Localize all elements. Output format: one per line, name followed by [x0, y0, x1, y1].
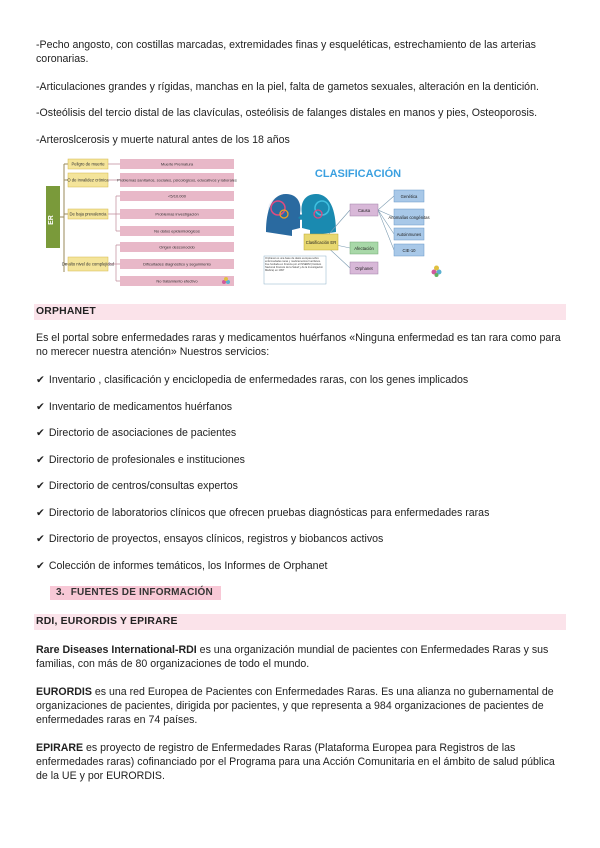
clasif-leaf: CIE-10	[402, 248, 416, 253]
bullet-text: -Arteroslcerosis y muerte natural antes de los 18 años	[36, 134, 290, 146]
clasif-leaf: Genética	[400, 194, 418, 199]
er-item: Origen desconocido	[159, 244, 195, 250]
er-diagram	[36, 156, 238, 290]
section-title: FUENTES DE INFORMACIÓN	[70, 587, 213, 598]
er-item: No datos epidemiológicos	[154, 228, 200, 234]
orphanet-heading: ORPHANET	[34, 304, 566, 320]
clasif-node: Causa	[357, 208, 371, 213]
er-item: Dificultades diagnóstico y seguimiento	[143, 261, 211, 267]
eurordis-paragraph: EURORDIS es una red Europea de Pacientes con Enfermedades Raras. Es una alianza no gubernamental de organizaciones de pacientes, dirigida por pacientes, y que representa a 984 organizaciones de pacientes de enfermedades raras en 74 países.	[36, 686, 554, 726]
heads-illustration-icon	[266, 194, 336, 236]
check-icon: ✔	[36, 374, 45, 386]
er-item: Muerte Prematura	[160, 161, 194, 167]
clasif-title: CLASIFICACIÓN	[314, 168, 402, 180]
er-group: De alto nivel de complejidad	[61, 261, 115, 267]
service-item: ✔ Directorio de asociaciones de pacientes	[36, 427, 237, 439]
bullet-text: -Pecho angosto, con costillas marcadas, extremidades finas y esqueléticas, estrechamiento de las arterias coronarias.	[36, 39, 536, 65]
er-item: Problemas investigación	[155, 211, 199, 217]
clasif-node: Afectación	[354, 246, 374, 251]
rdi-paragraph: Rare Diseases International-RDI es una organización mundial de pacientes con Enfermedades Raras y sus familias, con más de 80 organizaciones de todo el mundo.	[36, 644, 549, 670]
er-item: No tratamiento efectivo	[156, 278, 198, 284]
clasif-center: Clasificación ER	[305, 240, 337, 245]
er-item: <5/10.000	[168, 193, 186, 199]
service-item: ✔ Colección de informes temáticos, los Informes de Orphanet	[36, 560, 328, 572]
er-group: De baja prevalencia	[69, 211, 107, 217]
bullet-text: -Articulaciones grandes y rígidas, manchas en la piel, falta de gametos sexuales, alteración en la dentición.	[36, 81, 539, 93]
epirare-paragraph: EPIRARE es proyecto de registro de Enfermedades Raras (Plataforma Europea para Registros de las enfermedades raras) cofinanciado por el Programa para una Acción Comunitaria en el ámbito de salud pública de la UE y por EURORDIS.	[36, 742, 555, 782]
orphanet-intro: Es el portal sobre enfermedades raras y medicamentos huérfanos «Ninguna enfermedad es tan rara como para no merecer nuestra atención» Nuestros servicios:	[36, 332, 561, 358]
er-group: Peligro de muerte	[71, 161, 105, 167]
clasif-note: Orphanet es una base de datos europea sobre enfermedades raras y medicamentos huérfanos. Fue fundada en Francia por el INSERM (Instituto Nacional Francés de la Salud y de la Investigación Médica) en 1997	[265, 257, 324, 272]
clasif-node: Orphanet	[355, 266, 373, 271]
check-icon: ✔	[36, 480, 45, 492]
clasif-leaf: Anomalías congénitas	[388, 215, 430, 220]
check-icon: ✔	[36, 507, 45, 519]
check-icon: ✔	[36, 533, 45, 545]
er-root: ER	[48, 215, 55, 225]
flower-logo-icon	[432, 266, 442, 278]
er-group: O de invalidez crónica	[67, 177, 109, 183]
service-item: ✔ Directorio de proyectos, ensayos clínicos, registros y biobancos activos	[36, 533, 384, 545]
section-number: 3.	[56, 587, 65, 598]
er-item: Problemas sanitarios, sociales, psicológicos, educativos y laborales	[117, 177, 237, 183]
clasif-leaf: Autoinmunes	[396, 232, 422, 237]
clasificacion-diagram	[258, 160, 450, 290]
service-item: ✔ Inventario de medicamentos huérfanos	[36, 401, 233, 413]
check-icon: ✔	[36, 560, 45, 572]
service-item: ✔ Directorio de centros/consultas expertos	[36, 480, 238, 492]
check-icon: ✔	[36, 401, 45, 413]
check-icon: ✔	[36, 427, 45, 439]
check-icon: ✔	[36, 454, 45, 466]
service-item: ✔ Inventario , clasificación y enciclopedia de enfermedades raras, con los genes implicados	[36, 374, 469, 386]
service-item: ✔ Directorio de profesionales e instituciones	[36, 454, 245, 466]
bullet-text: -Osteólisis del tercio distal de las clavículas, osteólisis de falanges distales en manos y pies, Osteoporosis.	[36, 107, 538, 119]
section-3-heading	[50, 586, 221, 600]
rdi-heading: RDI, EURORDIS Y EPIRARE	[34, 614, 566, 630]
service-item: ✔ Directorio de laboratorios clínicos que ofrecen pruebas diagnósticas para enfermedades raras	[36, 507, 490, 519]
